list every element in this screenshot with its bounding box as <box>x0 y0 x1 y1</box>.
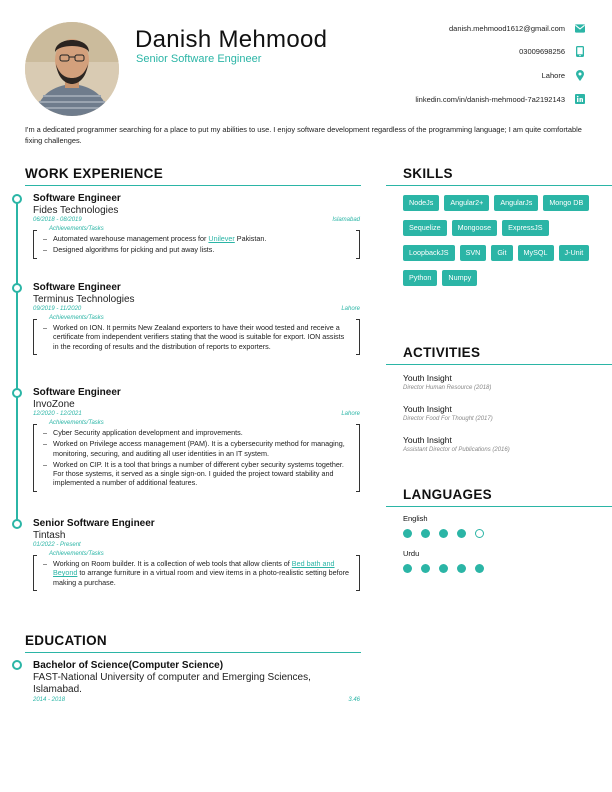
job-location: Lahore <box>341 306 360 312</box>
education-meta <box>33 697 360 703</box>
skill-tag: AngularJs <box>494 195 538 211</box>
timeline-dot <box>12 194 22 204</box>
skill-tag: SVN <box>460 245 487 261</box>
languages-title: LANGUAGES <box>403 487 492 502</box>
job-entry <box>33 193 360 259</box>
task-item: – Worked on ION. It permits New Zealand exporters to have their wood tested and receive a certificate from independent verifiers stating that the wood is suitable for export. ION assists in the recording of results and the distribution of reports to exporters. <box>39 323 350 351</box>
tasks-label: Achievements/Tasks <box>49 315 104 321</box>
language-item <box>403 514 484 538</box>
level-dot-filled <box>439 529 448 538</box>
envelope-icon <box>575 23 585 33</box>
job-entry <box>33 518 360 591</box>
task-item: – Worked on CIP. It is a tool that brings a number of different cyber security systems together. For those systems, it served as a single sign-on. I guided the project toward stability and implemented a number of additional features. <box>39 460 350 488</box>
task-item: – Designed algorithms for picking and put away lists. <box>39 245 350 254</box>
school: FAST-National University of computer and Emerging Sciences, Islamabad. <box>33 672 311 695</box>
contact-location <box>542 70 585 80</box>
candidate-role: Senior Software Engineer <box>136 53 262 65</box>
location-pin-icon <box>575 70 585 80</box>
avatar-illustration <box>25 22 119 116</box>
activity-role: Director Human Resource (2018) <box>403 385 492 391</box>
task-item: – Cyber Security application development and improvements. <box>39 428 350 437</box>
activities-title: ACTIVITIES <box>403 345 481 360</box>
level-dot-filled <box>421 529 430 538</box>
task-item: – Working on Room builder. It is a collection of web tools that allow clients of Bed bath and Beyond to arrange furniture in a virtual room and view items in a photo-realistic setting before making a purchase. <box>39 559 350 587</box>
tasks-label: Achievements/Tasks <box>49 420 104 426</box>
skill-tag: Mongoose <box>452 220 498 236</box>
skill-tag: Mongo DB <box>543 195 589 211</box>
skill-tag: Git <box>491 245 512 261</box>
skill-tag: Python <box>403 270 437 286</box>
job-location: Lahore <box>341 411 360 417</box>
activity-role: Assistant Director of Publications (2016) <box>403 447 510 453</box>
level-dot-filled <box>475 564 484 573</box>
skill-tag: Numpy <box>442 270 477 286</box>
timeline-dot <box>12 388 22 398</box>
level-dot-empty <box>475 529 484 538</box>
email-text[interactable]: danish.mehmood1612@gmail.com <box>448 23 565 33</box>
phone-text[interactable]: 03009698256 <box>519 46 565 56</box>
job-meta <box>33 306 360 312</box>
phone-icon <box>575 46 585 56</box>
education-title: EDUCATION <box>25 633 107 648</box>
job-dates: 06/2018 - 08/2019 <box>33 217 82 223</box>
job-tasks <box>33 420 360 492</box>
activity-item <box>403 373 491 391</box>
work-experience-title: WORK EXPERIENCE <box>25 166 164 181</box>
job-company: InvoZone <box>33 399 75 410</box>
job-title: Software Engineer <box>33 282 121 293</box>
task-item: – Worked on Privilege access management (PAM). It is a cybersecurity method for managing, monitoring, securing, and auditing all user identities in an IT system. <box>39 439 350 458</box>
job-entry <box>33 387 360 492</box>
skill-tag: NodeJs <box>403 195 439 211</box>
activity-item <box>403 404 493 422</box>
job-tasks <box>33 226 360 259</box>
contact-email[interactable] <box>449 23 585 33</box>
job-dates: 09/2019 - 11/2020 <box>33 306 82 312</box>
level-dot-filled <box>439 564 448 573</box>
tasks-label: Achievements/Tasks <box>49 226 104 232</box>
work-experience-divider <box>25 185 361 186</box>
linkedin-icon <box>575 94 585 104</box>
job-meta <box>33 411 360 417</box>
skills-divider <box>386 185 612 186</box>
job-tasks <box>33 315 360 355</box>
job-company: Fides Technologies <box>33 205 119 216</box>
activities-divider <box>386 364 612 365</box>
job-meta <box>33 217 360 223</box>
education-entry <box>33 660 360 703</box>
job-entry <box>33 282 360 355</box>
degree: Bachelor of Science(Computer Science) <box>33 660 224 671</box>
activity-title: Youth Insight <box>403 435 452 445</box>
languages-divider <box>386 506 612 507</box>
experience-timeline <box>16 199 18 526</box>
level-dot-filled <box>421 564 430 573</box>
job-company: Terminus Technologies <box>33 294 135 305</box>
language-name: Urdu <box>403 549 420 558</box>
level-dot-filled <box>403 529 412 538</box>
summary: I'm a dedicated programmer searching for a place to put my abilities to use. I enjoy software development regardless of the programming language; I am quite comfortable fixing challenges. <box>25 125 582 145</box>
skill-tag: LoopbackJS <box>403 245 455 261</box>
activity-role: Director Food For Thought (2017) <box>403 416 493 422</box>
skills-list <box>403 195 593 286</box>
job-company: Tintash <box>33 530 66 541</box>
language-level <box>403 564 484 573</box>
timeline-dot <box>12 283 22 293</box>
skill-tag: Sequelize <box>403 220 447 236</box>
skill-tag: Angular2+ <box>444 195 489 211</box>
level-dot-filled <box>403 564 412 573</box>
skill-tag: J-Unit <box>559 245 590 261</box>
bed-bath-beyond-link[interactable]: Bed bath and Beyond <box>53 559 335 578</box>
profile-photo <box>25 22 119 116</box>
level-dot-filled <box>457 529 466 538</box>
task-item: – Automated warehouse management process for Unilever Pakistan. <box>39 234 350 243</box>
education-dates: 2014 - 2018 <box>33 697 66 703</box>
contact-linkedin[interactable] <box>415 94 585 104</box>
skills-title: SKILLS <box>403 166 453 181</box>
candidate-name: Danish Mehmood <box>135 26 328 53</box>
language-level <box>403 529 484 538</box>
job-tasks <box>33 551 360 591</box>
activity-item <box>403 435 510 453</box>
skill-tag: MySQL <box>518 245 554 261</box>
job-dates: 12/2020 - 12/2021 <box>33 411 82 417</box>
job-title: Software Engineer <box>33 387 121 398</box>
timeline-dot <box>12 519 22 529</box>
activity-title: Youth Insight <box>403 373 452 383</box>
job-dates: 01/2022 - Present <box>33 542 81 548</box>
language-name: English <box>403 514 428 523</box>
education-divider <box>25 652 361 653</box>
job-meta <box>33 542 360 548</box>
tasks-label: Achievements/Tasks <box>49 551 104 557</box>
contact-phone[interactable] <box>519 46 585 56</box>
language-item <box>403 549 484 573</box>
education-gpa: 3.46 <box>348 697 360 703</box>
job-title: Software Engineer <box>33 193 121 204</box>
activity-title: Youth Insight <box>403 404 452 414</box>
unilever-link[interactable]: Unilever <box>208 234 235 243</box>
skill-tag: ExpressJS <box>502 220 548 236</box>
level-dot-filled <box>457 564 466 573</box>
job-title: Senior Software Engineer <box>33 518 155 529</box>
job-location: Islamabad <box>332 217 360 223</box>
timeline-dot <box>12 660 22 670</box>
location-text: Lahore <box>541 70 565 80</box>
linkedin-text[interactable]: linkedin.com/in/danish-mehmood-7a2192143 <box>415 94 565 104</box>
